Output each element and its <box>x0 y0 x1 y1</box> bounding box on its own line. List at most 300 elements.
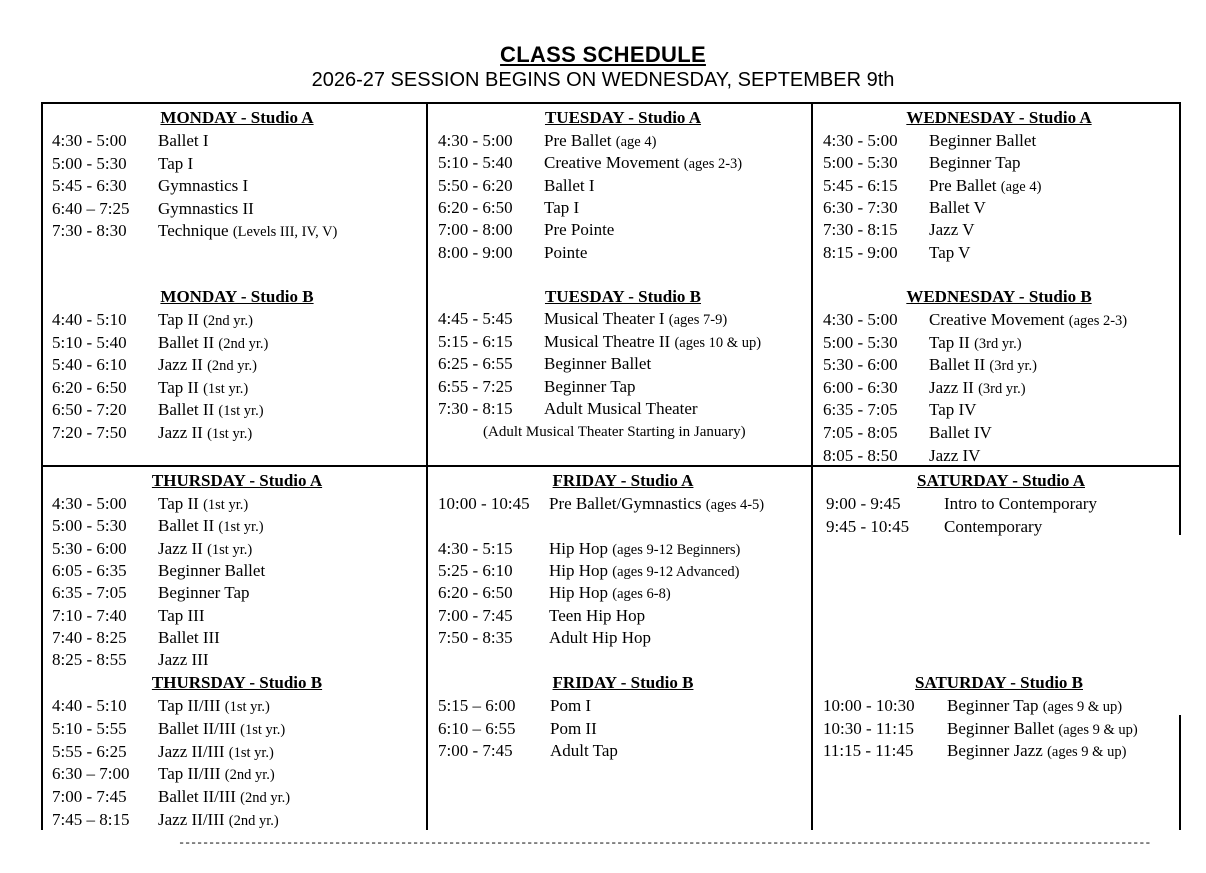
class-name: Musical Theatre II <box>544 331 671 351</box>
class-time: 6:55 - 7:25 <box>438 376 513 396</box>
class-name: Tap II <box>158 310 199 329</box>
class-row <box>823 242 1175 264</box>
class-name: Jazz II/III <box>158 741 225 761</box>
class-row <box>438 605 808 627</box>
section-heading: TUESDAY - Studio A <box>544 108 702 127</box>
class-note: (1st yr.) <box>218 519 264 536</box>
class-name: Pom II <box>550 718 597 738</box>
class-time: 8:05 - 8:50 <box>823 445 898 465</box>
class-time: 6:10 – 6:55 <box>438 718 516 738</box>
class-time: 7:20 - 7:50 <box>52 423 127 442</box>
class-name: Tap II <box>158 494 199 513</box>
class-name: Tap IV <box>929 400 977 420</box>
class-time: 6:30 - 7:30 <box>823 197 898 217</box>
class-note: (ages 9-12 Advanced) <box>612 563 740 580</box>
class-time: 7:40 - 8:25 <box>52 627 127 647</box>
class-row <box>823 175 1175 197</box>
class-name: Tap II/III <box>158 696 221 715</box>
class-row <box>52 649 422 671</box>
class-row <box>52 377 422 399</box>
class-name: Beginner Ballet <box>158 560 266 580</box>
section-heading: SATURDAY - Studio B <box>915 673 1083 692</box>
class-row <box>438 242 808 264</box>
schedule-section-tue-a <box>438 108 808 308</box>
class-note: (2nd yr.) <box>240 790 291 807</box>
class-time: 4:45 - 5:45 <box>438 309 513 328</box>
class-entry <box>929 399 976 421</box>
class-entry <box>549 538 740 561</box>
class-row <box>52 786 422 808</box>
class-row <box>52 198 422 220</box>
class-row <box>52 695 422 717</box>
class-name: Pre Pointe <box>544 220 615 240</box>
class-name: Creative Movement <box>544 153 680 173</box>
class-entry <box>947 718 1138 741</box>
class-name: Tap II <box>929 332 970 352</box>
class-entry <box>158 515 264 538</box>
class-entry <box>549 582 671 605</box>
class-row <box>438 538 808 560</box>
class-time: 8:15 - 9:00 <box>823 242 898 262</box>
class-entry <box>158 198 254 220</box>
class-row <box>823 152 1175 174</box>
class-note: (1st yr.) <box>224 699 270 715</box>
class-row <box>823 354 1175 376</box>
class-row <box>823 695 1175 717</box>
class-time: 5:15 – 6:00 <box>438 696 516 715</box>
schedule-section-mon-a <box>52 108 422 308</box>
class-note: (3rd yr.) <box>989 358 1037 375</box>
class-entry <box>544 175 595 197</box>
class-time: 6:05 - 6:35 <box>52 560 127 580</box>
class-time: 5:30 - 6:00 <box>823 355 898 375</box>
class-note: (1st yr.) <box>207 541 253 558</box>
class-time: 5:25 - 6:10 <box>438 560 513 580</box>
class-time: 5:45 - 6:15 <box>823 175 898 195</box>
class-time: 7:30 - 8:15 <box>823 220 898 240</box>
class-entry <box>158 718 285 741</box>
class-time: 4:40 - 5:10 <box>52 696 127 715</box>
footer-dashed-rule: ------------------------------------------------------------------------------------------------------------------------------------------------------------------ <box>178 836 1151 850</box>
class-row <box>52 399 422 421</box>
schedule-section-wed-b <box>823 287 1175 487</box>
class-name: Ballet IV <box>929 423 992 442</box>
class-note: (2nd yr.) <box>203 313 254 329</box>
class-time: 4:30 - 5:00 <box>438 131 513 150</box>
schedule-section-fri-a <box>438 471 808 671</box>
class-name: Adult Musical Theater <box>544 399 698 419</box>
class-row <box>438 718 808 740</box>
class-row <box>438 515 808 537</box>
class-row <box>826 493 1176 515</box>
class-row <box>438 130 808 152</box>
class-time: 5:30 - 6:00 <box>52 538 127 558</box>
class-entry <box>158 422 252 445</box>
section-heading: FRIDAY - Studio A <box>552 471 694 490</box>
class-name: Jazz V <box>929 220 975 240</box>
class-name: Teen Hip Hop <box>549 605 646 625</box>
class-note: (2nd yr.) <box>224 767 275 784</box>
class-name: Jazz II <box>929 377 974 397</box>
class-row <box>52 809 422 831</box>
class-entry <box>929 377 1026 400</box>
schedule-section-thu-a <box>52 471 422 671</box>
class-name: Beginner Tap <box>947 696 1039 715</box>
class-entry <box>158 493 248 516</box>
class-time: 9:00 - 9:45 <box>826 494 901 513</box>
class-time: 4:30 - 5:00 <box>52 131 127 150</box>
class-entry <box>158 582 250 604</box>
class-row <box>438 219 808 241</box>
class-time: 9:45 - 10:45 <box>826 516 910 536</box>
class-entry <box>929 422 992 444</box>
class-time: 5:00 - 5:30 <box>52 153 127 173</box>
class-row <box>823 445 1175 467</box>
class-row <box>823 219 1175 241</box>
section-footnote: (Adult Musical Theater Starting in January) <box>483 424 746 440</box>
class-time: 5:10 - 5:40 <box>52 332 127 352</box>
class-entry <box>549 493 764 516</box>
class-entry <box>549 627 651 649</box>
class-time: 6:50 - 7:20 <box>52 400 127 420</box>
class-time: 10:00 - 10:45 <box>438 494 530 513</box>
class-time: 6:35 - 7:05 <box>823 400 898 420</box>
class-name: Hip Hop <box>549 583 609 603</box>
class-name: Tap II/III <box>158 764 221 784</box>
page-subtitle: 2026-27 SESSION BEGINS ON WEDNESDAY, SEPTEMBER 9th <box>311 69 895 91</box>
class-row <box>52 130 422 152</box>
class-time: 4:30 - 5:15 <box>438 538 513 558</box>
class-time: 7:00 - 7:45 <box>52 787 127 807</box>
class-entry <box>158 763 275 786</box>
class-row <box>52 605 422 627</box>
class-time: 7:00 - 7:45 <box>438 741 513 760</box>
class-row <box>823 399 1175 421</box>
class-row <box>438 582 808 604</box>
class-row <box>52 627 422 649</box>
class-entry <box>158 399 264 422</box>
class-entry <box>158 649 209 671</box>
table-top-border <box>41 102 1181 104</box>
page-title: CLASS SCHEDULE <box>500 42 706 67</box>
class-entry <box>158 786 290 809</box>
class-name: Creative Movement <box>929 310 1065 329</box>
schedule-section-wed-a <box>823 108 1175 308</box>
class-entry <box>947 695 1122 718</box>
section-heading: MONDAY - Studio A <box>160 108 314 127</box>
class-row <box>826 516 1176 538</box>
class-time: 4:40 - 5:10 <box>52 310 127 329</box>
class-entry <box>549 560 740 583</box>
class-time: 5:15 - 6:15 <box>438 331 513 351</box>
class-row <box>438 353 808 375</box>
class-time: 5:00 - 5:30 <box>823 332 898 352</box>
class-note: (1st yr.) <box>203 497 249 513</box>
class-entry <box>550 740 618 762</box>
class-name: Beginner Jazz <box>947 741 1043 760</box>
class-name: Beginner Ballet <box>947 718 1055 738</box>
section-heading: WEDNESDAY - Studio B <box>906 287 1092 306</box>
class-note: (1st yr.) <box>218 403 264 420</box>
class-entry <box>944 516 1042 538</box>
class-row <box>52 354 422 376</box>
class-note: (2nd yr.) <box>218 335 269 352</box>
section-heading: WEDNESDAY - Studio A <box>906 108 1092 127</box>
class-entry <box>158 220 337 243</box>
class-entry <box>158 605 204 627</box>
class-time: 7:00 - 7:45 <box>438 605 513 625</box>
class-name: Adult Tap <box>550 741 618 760</box>
class-entry <box>544 219 614 241</box>
class-entry <box>550 695 591 717</box>
schedule-section-mon-b <box>52 287 422 487</box>
class-time: 7:50 - 8:35 <box>438 627 513 647</box>
class-name: Pre Ballet <box>544 131 612 150</box>
class-row <box>438 308 808 330</box>
class-time: 4:30 - 5:00 <box>823 131 898 150</box>
class-row <box>438 331 808 353</box>
class-name: Musical Theater I <box>544 309 665 328</box>
class-note: (ages 2-3) <box>1068 313 1128 329</box>
schedule-section-sat-a <box>826 471 1176 671</box>
table-right-border-lower <box>1179 715 1181 830</box>
class-row <box>52 560 422 582</box>
class-name: Adult Hip Hop <box>549 627 651 647</box>
class-name: Pre Ballet/Gymnastics <box>549 494 702 513</box>
class-name: Pointe <box>544 242 588 262</box>
class-time: 10:30 - 11:15 <box>823 718 914 738</box>
class-entry <box>158 809 279 832</box>
class-time: 7:30 - 8:15 <box>438 399 513 419</box>
class-row <box>823 740 1175 762</box>
class-row <box>52 153 422 175</box>
class-note: (2nd yr.) <box>228 813 279 829</box>
class-time: 6:30 – 7:00 <box>52 764 130 784</box>
class-note: (Levels III, IV, V) <box>232 224 338 240</box>
class-row <box>823 377 1175 399</box>
class-row <box>823 309 1175 331</box>
class-entry <box>929 219 974 241</box>
class-name: Ballet II <box>158 400 215 420</box>
section-heading: THURSDAY - Studio B <box>151 673 323 692</box>
class-row <box>438 175 808 197</box>
class-row <box>52 718 422 740</box>
class-row <box>52 422 422 444</box>
class-time: 5:50 - 6:20 <box>438 175 513 195</box>
class-entry <box>158 695 270 718</box>
class-row <box>52 582 422 604</box>
class-name: Gymnastics II <box>158 198 254 218</box>
class-name: Tap III <box>158 605 205 625</box>
class-time: 8:25 - 8:55 <box>52 650 127 670</box>
class-entry <box>544 398 698 420</box>
class-row <box>823 197 1175 219</box>
class-row <box>438 695 808 717</box>
class-entry <box>929 242 970 264</box>
class-entry <box>158 354 257 377</box>
class-time: 8:00 - 9:00 <box>438 242 513 262</box>
class-entry <box>158 560 265 582</box>
class-time: 5:55 - 6:25 <box>52 741 127 761</box>
class-note: (1st yr.) <box>207 426 253 442</box>
class-name: Tap I <box>158 153 194 173</box>
class-time: 5:40 - 6:10 <box>52 355 127 375</box>
class-time: 5:00 - 5:30 <box>52 516 127 536</box>
class-name: Jazz II <box>158 423 203 442</box>
class-entry <box>544 242 587 264</box>
class-entry <box>158 538 252 561</box>
class-name: Hip Hop <box>549 538 609 558</box>
class-time: 10:00 - 10:30 <box>823 696 915 715</box>
class-name: Ballet II/III <box>158 787 236 807</box>
class-note: (ages 9 & up) <box>1042 699 1123 715</box>
class-row <box>52 515 422 537</box>
class-row <box>52 309 422 331</box>
class-note: (ages 9 & up) <box>1058 721 1138 738</box>
class-name: Beginner Tap <box>929 153 1021 173</box>
class-name: Jazz II/III <box>158 810 225 829</box>
class-entry <box>158 309 253 332</box>
class-entry <box>544 152 742 175</box>
class-note: (2nd yr.) <box>207 358 258 375</box>
class-name: Hip Hop <box>549 560 609 580</box>
class-row <box>438 493 808 515</box>
class-row <box>823 422 1175 444</box>
class-row <box>438 740 808 762</box>
class-name: Pom I <box>550 696 592 715</box>
class-note: (3rd yr.) <box>978 380 1026 397</box>
section-heading: TUESDAY - Studio B <box>544 287 702 306</box>
class-note: (ages 7-9) <box>668 312 728 328</box>
class-name: Contemporary <box>944 516 1043 536</box>
class-time: 7:10 - 7:40 <box>52 605 127 625</box>
class-entry <box>929 332 1022 355</box>
class-row <box>438 627 808 649</box>
class-time: 6:25 - 6:55 <box>438 354 513 374</box>
class-name: Gymnastics I <box>158 176 249 195</box>
class-name: Tap V <box>929 242 971 262</box>
class-entry <box>550 718 597 740</box>
class-time: 4:30 - 5:00 <box>823 310 898 329</box>
class-row <box>438 398 808 420</box>
class-note: (ages 10 & up) <box>674 334 762 351</box>
class-name: Beginner Ballet <box>544 354 652 374</box>
class-note: (ages 9-12 Beginners) <box>612 541 741 558</box>
class-note: (1st yr.) <box>240 721 286 738</box>
class-note: (3rd yr.) <box>974 335 1022 352</box>
class-name: Ballet I <box>158 131 209 150</box>
class-row <box>438 560 808 582</box>
class-name: Pre Ballet <box>929 175 997 195</box>
class-entry <box>944 493 1097 515</box>
class-name: Jazz II <box>158 355 203 375</box>
schedule-section-tue-b <box>438 287 808 487</box>
class-note: (1st yr.) <box>203 380 249 397</box>
class-entry <box>544 331 761 354</box>
class-name: Ballet II/III <box>158 718 236 738</box>
section-heading: FRIDAY - Studio B <box>552 673 694 692</box>
class-row <box>823 718 1175 740</box>
class-entry <box>929 130 1036 152</box>
class-entry <box>929 175 1041 198</box>
class-note: (ages 2-3) <box>683 156 743 173</box>
class-row <box>52 220 422 242</box>
class-name: Ballet I <box>544 175 595 195</box>
class-entry <box>158 130 209 152</box>
class-name: Jazz III <box>158 650 209 670</box>
class-row <box>438 376 808 398</box>
class-name: Ballet III <box>158 627 220 647</box>
class-name: Tap I <box>544 197 580 217</box>
section-heading: THURSDAY - Studio A <box>151 471 323 490</box>
class-entry <box>544 197 579 219</box>
class-name: Tap II <box>158 377 199 397</box>
class-note: (ages 6-8) <box>612 586 671 603</box>
class-entry <box>158 377 248 400</box>
class-entry <box>929 309 1127 332</box>
section-heading: MONDAY - Studio B <box>160 287 314 306</box>
class-time: 4:30 - 5:00 <box>52 494 127 513</box>
class-note: (1st yr.) <box>228 744 274 761</box>
class-name: Ballet II <box>929 355 986 375</box>
class-entry <box>158 153 193 175</box>
class-entry <box>158 175 248 197</box>
class-entry <box>929 445 980 467</box>
class-name: Jazz II <box>158 538 203 558</box>
class-row <box>52 763 422 785</box>
class-entry <box>158 741 274 764</box>
class-time: 6:35 - 7:05 <box>52 583 127 603</box>
class-name: Ballet II <box>158 516 215 536</box>
class-row <box>52 175 422 197</box>
class-note: (ages 9 & up) <box>1047 744 1127 760</box>
class-entry <box>549 605 645 627</box>
class-time: 7:30 - 8:30 <box>52 221 127 240</box>
class-entry <box>158 627 220 649</box>
class-time: 6:00 - 6:30 <box>823 377 898 397</box>
class-row <box>52 538 422 560</box>
class-time: 6:40 – 7:25 <box>52 198 130 218</box>
class-entry <box>929 197 986 219</box>
class-note: (ages 4-5) <box>705 497 765 513</box>
class-entry <box>947 740 1126 763</box>
class-name: Beginner Tap <box>158 583 250 603</box>
class-entry <box>158 332 268 355</box>
class-entry <box>929 152 1021 174</box>
class-entry <box>544 130 656 153</box>
class-name: Beginner Tap <box>544 376 636 396</box>
class-entry <box>544 353 651 375</box>
class-row <box>823 332 1175 354</box>
class-time: 5:45 - 6:30 <box>52 176 127 195</box>
table-right-border <box>1179 102 1181 535</box>
class-entry <box>929 354 1037 377</box>
class-row <box>438 197 808 219</box>
class-time: 7:45 – 8:15 <box>52 810 130 829</box>
class-row <box>52 332 422 354</box>
class-name: Intro to Contemporary <box>944 494 1097 513</box>
class-row <box>823 130 1175 152</box>
class-name: Jazz IV <box>929 445 981 465</box>
class-name: Ballet V <box>929 197 986 217</box>
class-time: 5:10 - 5:40 <box>438 153 513 173</box>
class-time: 6:20 - 6:50 <box>52 377 127 397</box>
class-time: 7:05 - 8:05 <box>823 423 898 442</box>
class-note: (age 4) <box>615 134 657 150</box>
class-name: Beginner Ballet <box>929 131 1037 150</box>
class-entry <box>544 376 636 398</box>
class-time: 5:10 - 5:55 <box>52 718 127 738</box>
